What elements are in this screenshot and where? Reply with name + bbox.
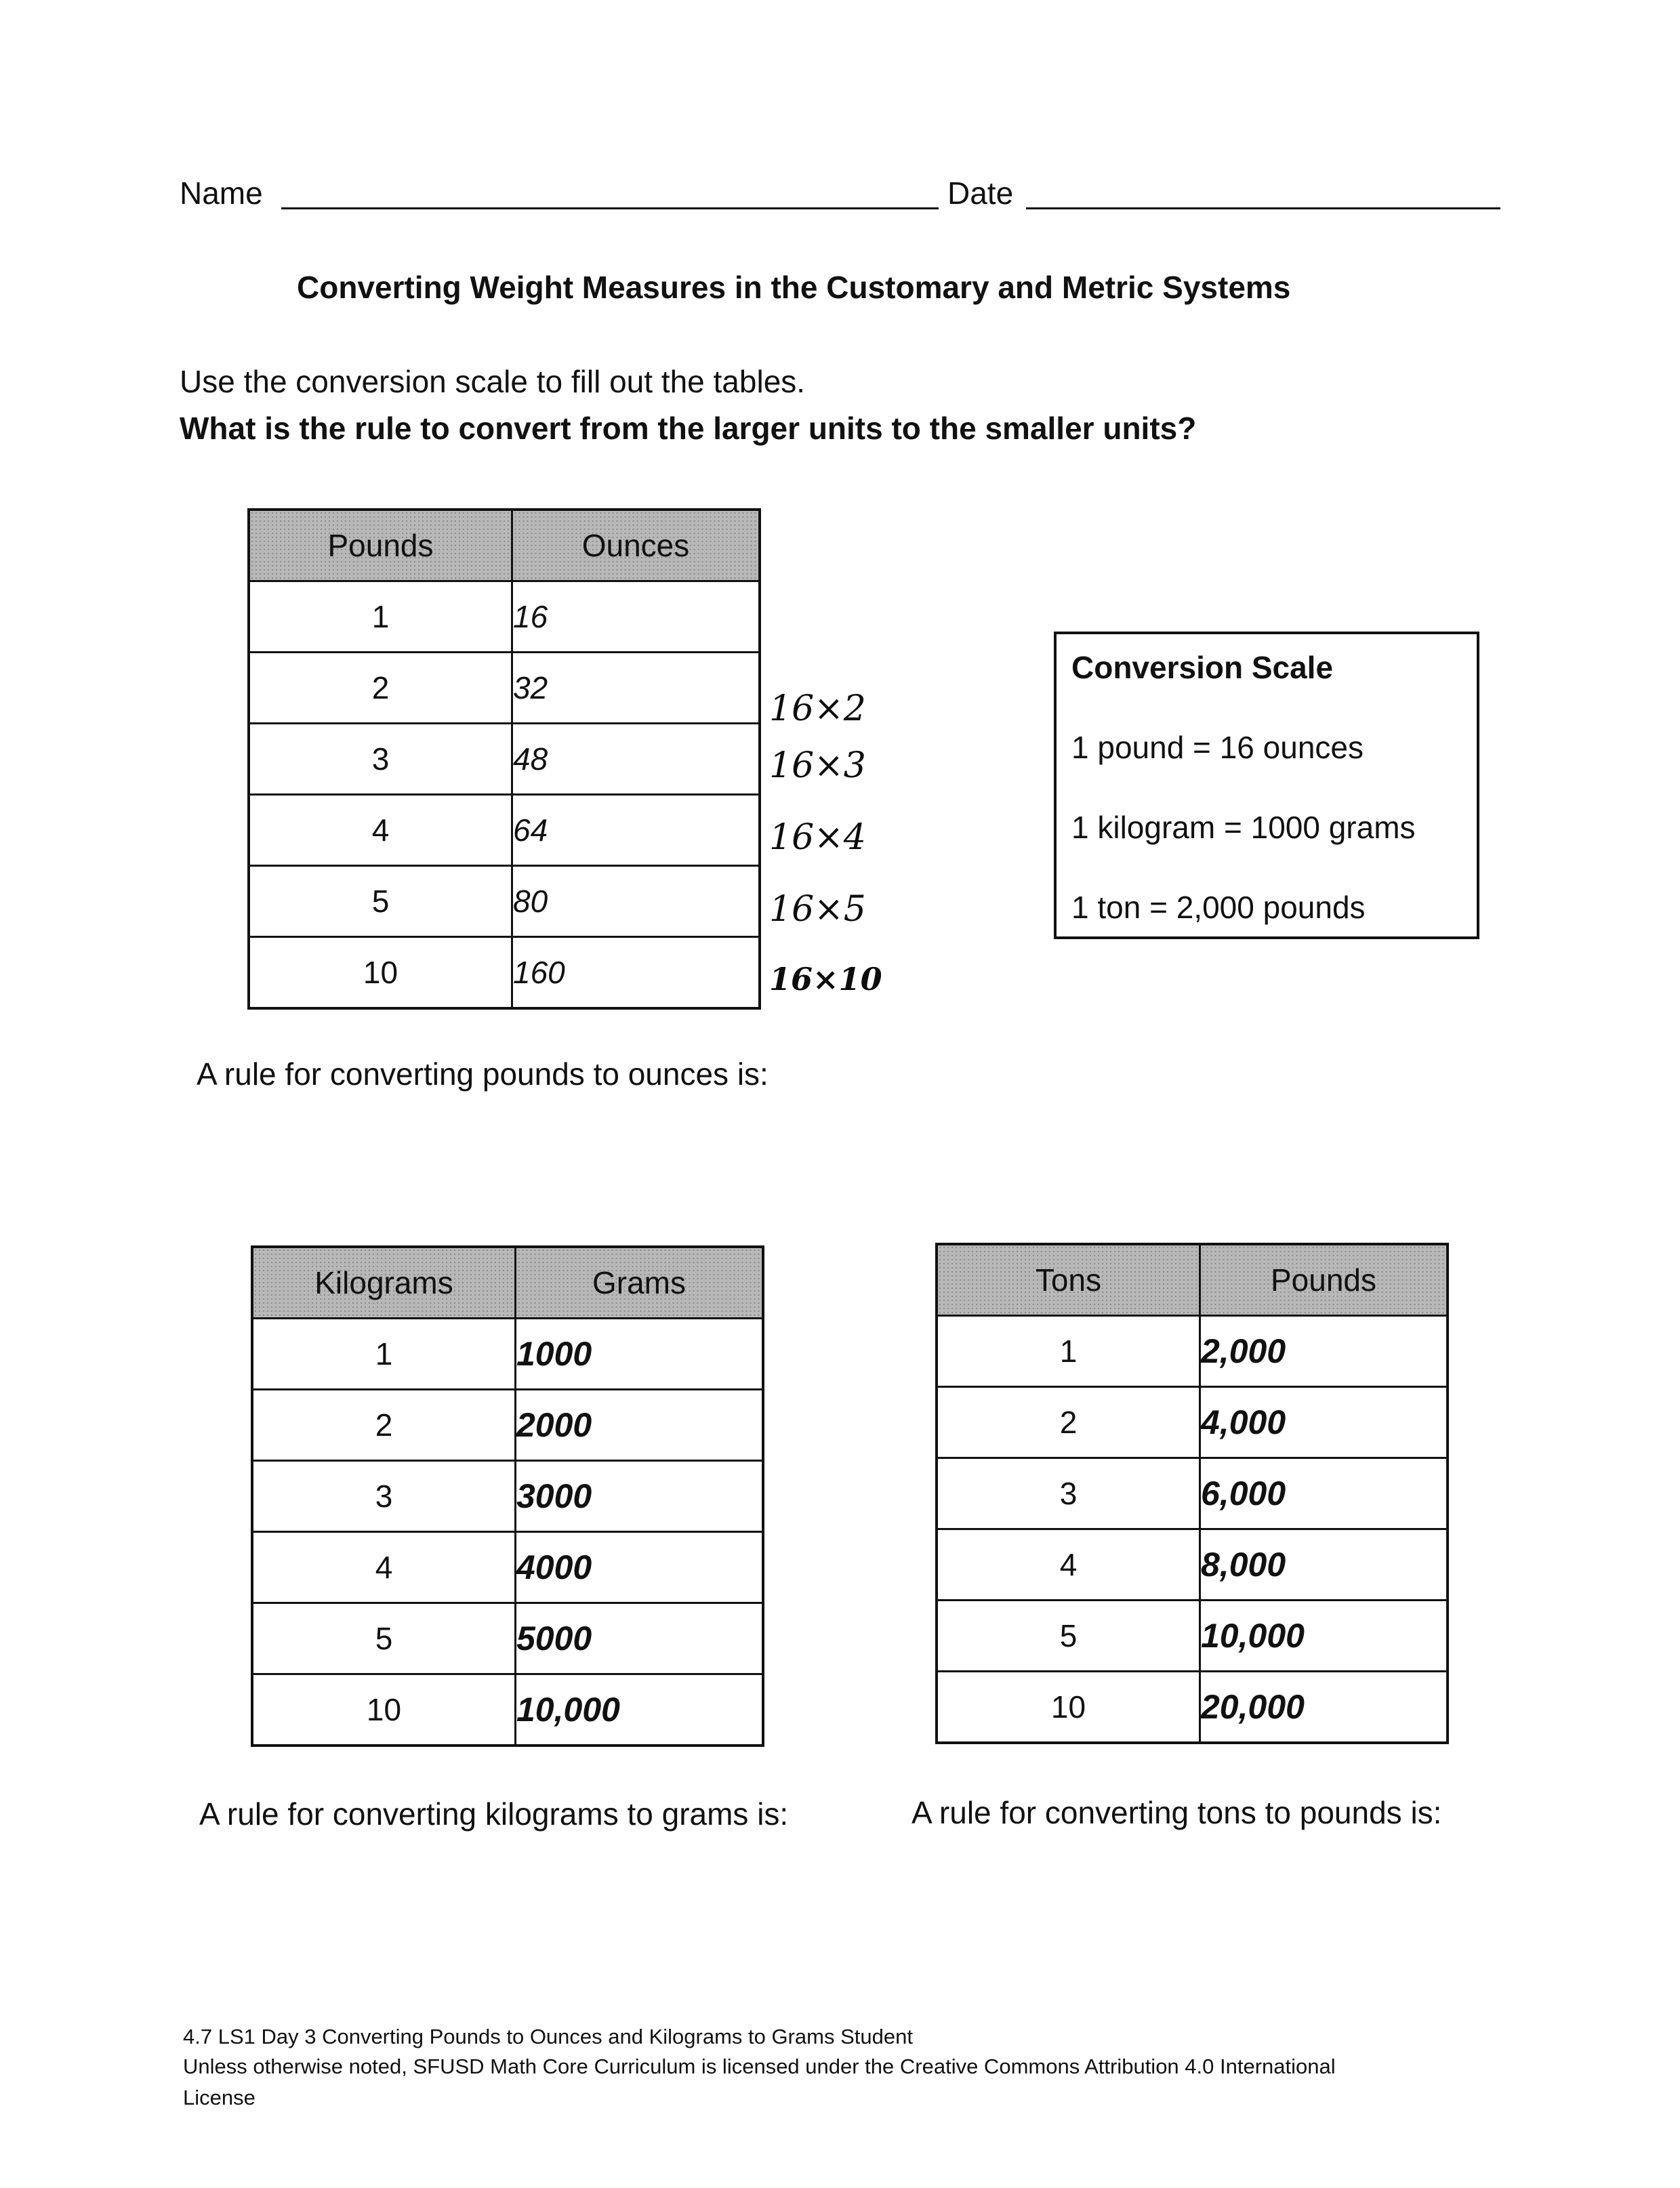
kilograms-cell: 2 [252,1390,516,1461]
table-row [252,1674,763,1746]
column-header-tons: Tons [937,1244,1200,1316]
table-row [249,581,760,653]
side-work-note: 16×10 [769,961,882,997]
table-row [252,1461,763,1532]
tons-cell: 2 [937,1387,1200,1458]
date-label: Date [947,176,1014,211]
tons-pounds-answer-cell[interactable]: 2,000 [1200,1316,1448,1387]
scale-kilogram-grams: 1 kilogram = 1000 grams [1071,810,1416,845]
footer-license-word: License [183,2086,255,2109]
rule-kilograms-grams-label: A rule for converting kilograms to grams is: [199,1796,789,1832]
kilograms-cell: 1 [252,1319,516,1390]
tons-cell: 5 [937,1601,1200,1672]
table-row [249,653,760,724]
tons-pounds-answer-cell[interactable]: 20,000 [1200,1672,1448,1743]
table-header-row [252,1247,763,1319]
grams-answer-cell[interactable]: 4000 [516,1532,764,1603]
name-field[interactable] [281,207,939,209]
ounces-answer-cell[interactable]: 160 [512,937,760,1009]
conversion-scale-title: Conversion Scale [1071,650,1334,685]
pounds-cell: 1 [249,581,512,653]
kilograms-cell: 4 [252,1532,516,1603]
ounces-answer-cell[interactable]: 48 [512,724,760,795]
pounds-cell: 5 [249,866,512,937]
table-row [937,1529,1448,1601]
instruction-line-1: Use the conversion scale to fill out the tables. [180,364,806,399]
ounces-answer-cell[interactable]: 64 [512,795,760,866]
column-header-pounds: Pounds [249,510,512,581]
table-row [937,1316,1448,1387]
side-work-note: 16×4 [769,817,866,858]
scale-pound-ounces: 1 pound = 16 ounces [1071,730,1364,765]
table-row [252,1532,763,1603]
grams-answer-cell[interactable]: 5000 [516,1603,764,1674]
pounds-cell: 2 [249,653,512,724]
rule-tons-pounds-label: A rule for converting tons to pounds is: [911,1795,1442,1830]
grams-answer-cell[interactable]: 2000 [516,1390,764,1461]
name-label: Name [180,176,263,211]
grams-answer-cell[interactable]: 3000 [516,1461,764,1532]
pounds-cell: 10 [249,937,512,1009]
table-row [937,1601,1448,1672]
tons-pounds-answer-cell[interactable]: 8,000 [1200,1529,1448,1601]
footer-lesson-title: 4.7 LS1 Day 3 Converting Pounds to Ounces and Kilograms to Grams Student [183,2025,913,2048]
column-header-pounds: Pounds [1200,1244,1448,1316]
ounces-answer-cell[interactable]: 32 [512,653,760,724]
table-row [249,724,760,795]
page-title: Converting Weight Measures in the Customary and Metric Systems [297,270,1291,305]
tons-cell: 3 [937,1458,1200,1529]
rule-pounds-ounces-label: A rule for converting pounds to ounces is: [197,1056,769,1092]
column-header-ounces: Ounces [512,510,760,581]
pounds-cell: 3 [249,724,512,795]
table-row [937,1672,1448,1743]
conversion-scale-box [1054,632,1479,939]
column-header-grams: Grams [516,1247,764,1319]
table-row [252,1319,763,1390]
kilograms-cell: 10 [252,1674,516,1746]
scale-ton-pounds: 1 ton = 2,000 pounds [1071,890,1366,925]
kilograms-grams-table [251,1245,764,1747]
ounces-answer-cell[interactable]: 80 [512,866,760,937]
grams-answer-cell[interactable]: 1000 [516,1319,764,1390]
side-work-note: 16×3 [769,745,866,786]
table-row [249,866,760,937]
tons-cell: 4 [937,1529,1200,1601]
grams-answer-cell[interactable]: 10,000 [516,1674,764,1746]
date-field[interactable] [1026,207,1500,209]
table-header-row [249,510,760,581]
kilograms-cell: 3 [252,1461,516,1532]
table-row [249,795,760,866]
table-row [252,1603,763,1674]
tons-pounds-answer-cell[interactable]: 4,000 [1200,1387,1448,1458]
tons-pounds-answer-cell[interactable]: 10,000 [1200,1601,1448,1672]
pounds-cell: 4 [249,795,512,866]
ounces-answer-cell[interactable]: 16 [512,581,760,653]
tons-pounds-answer-cell[interactable]: 6,000 [1200,1458,1448,1529]
side-work-note: 16×5 [769,889,866,930]
pounds-ounces-table [247,508,761,1010]
table-row [937,1387,1448,1458]
side-work-note: 16×2 [769,688,866,729]
instruction-line-2: What is the rule to convert from the larger units to the smaller units? [180,411,1197,446]
column-header-kilograms: Kilograms [252,1247,516,1319]
tons-cell: 10 [937,1672,1200,1743]
tons-pounds-table [935,1243,1449,1744]
table-header-row [937,1244,1448,1316]
kilograms-cell: 5 [252,1603,516,1674]
footer-license-text: Unless otherwise noted, SFUSD Math Core Curriculum is licensed under the Creative Commons Attribution 4.0 International [183,2055,1336,2078]
tons-cell: 1 [937,1316,1200,1387]
table-row [937,1458,1448,1529]
table-row [252,1390,763,1461]
table-row [249,937,760,1009]
